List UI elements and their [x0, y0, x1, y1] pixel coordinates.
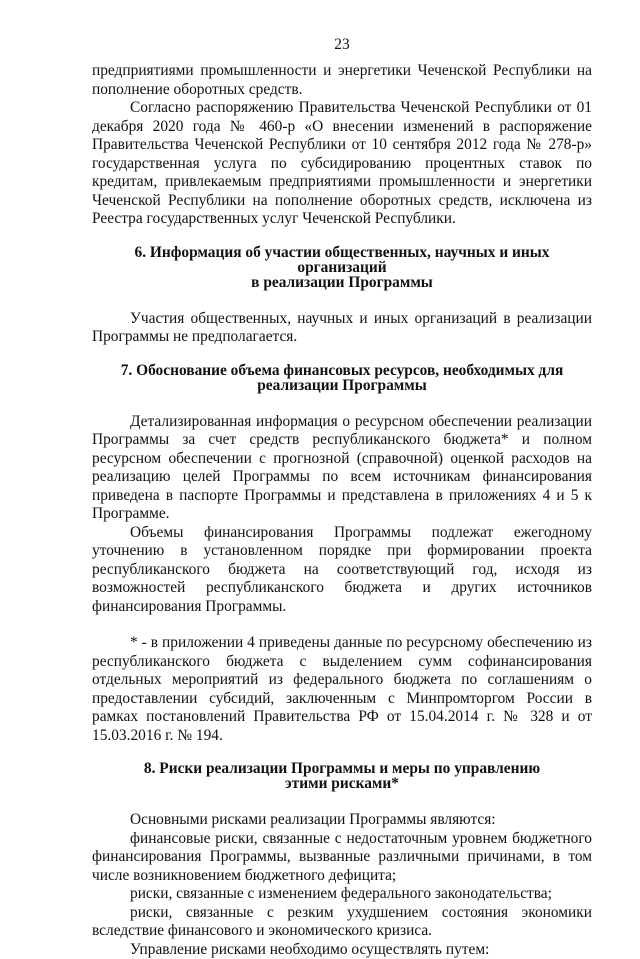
- section-7-heading-line1: 7. Обоснование объема финансовых ресурсов, необходимых для: [121, 362, 564, 379]
- section-8-heading-line2: этими рисками*: [285, 775, 399, 792]
- section-8-heading: [92, 761, 592, 791]
- paragraph-risks-intro: Основными рисками реализации Программы являются:: [92, 811, 592, 830]
- paragraph-continuation: предприятиями промышленности и энергетики Чеченской Республики на пополнение оборотных средств.: [92, 62, 592, 99]
- paragraph-financial-risks: финансовые риски, связанные с недостаточным уровнем бюджетного финансирования Программы, вызванные различными причинами, в том числе возникновением бюджетного дефицита;: [92, 830, 592, 886]
- paragraph-legislation-risks: риски, связанные с изменением федерального законодательства;: [92, 885, 592, 904]
- paragraph-economic-risks: риски, связанные с резким ухудшением состояния экономики вследствие финансового и экономического кризиса.: [92, 904, 592, 941]
- section-6-heading-line1: 6. Информация об участии общественных, научных и иных организаций: [135, 244, 550, 276]
- page-number: 23: [92, 36, 592, 54]
- paragraph-financing: Объемы финансирования Программы подлежат ежегодному уточнению в установленном порядке при формировании проекта республиканского бюджета на соответствующий год, исходя из возможностей республиканского бюджета и других источников финансирования Программы.: [92, 524, 592, 617]
- section-6-heading: [92, 245, 592, 290]
- section-7-heading-line2: реализации Программы: [257, 377, 427, 394]
- paragraph-participation: Участия общественных, научных и иных организаций в реализации Программы не предполагается.: [92, 310, 592, 347]
- paragraph-decree: Согласно распоряжению Правительства Чеченской Республики от 01 декабря 2020 года № 460-р «О внесении изменений в распоряжение Правительства Чеченской Республики от 10 сентября 2012 года № 278-р» государственная услуга по субсидированию процентных ставок по кредитам, привлекаемым предприятиями промышленности и энергетики Чеченской Республики на пополнение оборотных средств, исключена из Реестра государственных услуг Чеченской Республики.: [92, 99, 592, 229]
- footnote-paragraph: * - в приложении 4 приведены данные по ресурсному обеспечению из республиканского бюджета с выделением сумм софинансирования отдельных мероприятий из федерального бюджета по соглашениям о предоставлении субсидий, заключенным с Минпромторгом России в рамках постановлений Правительства РФ от 15.04.2014 г. № 328 и от 15.03.2016 г. № 194.: [92, 634, 592, 745]
- section-6-heading-line2: в реализации Программы: [251, 274, 433, 291]
- paragraph-resources: Детализированная информация о ресурсном обеспечении реализации Программы за счет средств республиканского бюджета* и полном ресурсном обеспечении с прогнозной (справочной) оценкой расходов на реализацию целей Программы по всем источникам финансирования приведена в паспорте Программы и представлена в приложениях 4 и 5 к Программе.: [92, 413, 592, 524]
- section-7-heading: [92, 363, 592, 393]
- document-page: [92, 36, 592, 959]
- section-8-heading-line1: 8. Риски реализации Программы и меры по управлению: [144, 760, 540, 777]
- paragraph-risk-management: Управление рисками необходимо осуществлять путем:: [92, 941, 592, 959]
